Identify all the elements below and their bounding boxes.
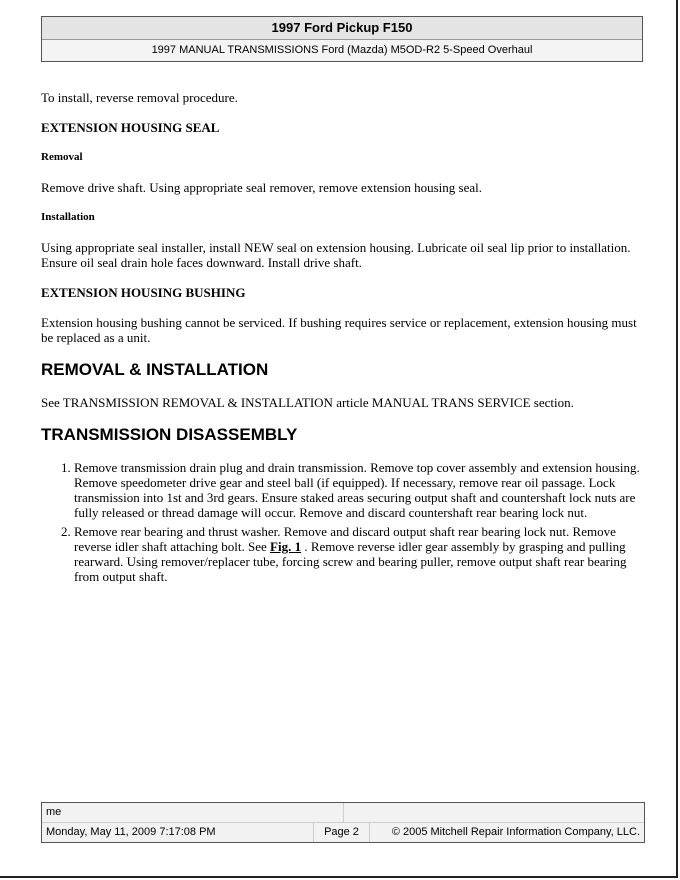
removal-text: Remove drive shaft. Using appropriate seal remover, remove extension housing seal. [41,180,482,195]
step-1: 1. Remove transmission drain plug and drain transmission. Remove top cover assembly and extension housing. Remove speedometer drive gear and steel ball (if equipped). If necessary, remove rear oil passage. Lock transmission into 1st and 3rd gears. Ensure staked areas securing output shaft and countershaft lock nuts are fully released or thread damage will occur. Remove and discard countershaft rear bearing lock nut. [74,460,643,520]
page-header [41,16,643,62]
document-title: 1997 Ford Pickup F150 [42,17,642,40]
removal-label: Removal [41,151,83,163]
disassembly-steps [41,460,643,584]
document-subtitle: 1997 MANUAL TRANSMISSIONS Ford (Mazda) M5OD-R2 5-Speed Overhaul [42,40,642,61]
disassembly-heading: TRANSMISSION DISASSEMBLY [41,425,298,444]
seal-heading: EXTENSION HOUSING SEAL [41,120,220,135]
footer-datetime: Monday, May 11, 2009 7:17:08 PM [42,823,314,842]
footer-copyright: © 2005 Mitchell Repair Information Company, LLC. [391,826,640,838]
installation-text: Using appropriate seal installer, install NEW seal on extension housing. Lubricate oil seal lip prior to installation. Ensure oil seal drain hole faces downward. Install drive shaft. [41,240,631,270]
step-2 [74,524,643,584]
fig-1-link[interactable]: Fig. 1 [270,539,302,554]
bushing-heading: EXTENSION HOUSING BUSHING [41,285,246,300]
installation-label: Installation [41,211,95,223]
step-2-text-end: . Remove reverse idler gear assembly by grasping and pulling rearward. Using remover/replacer tube, forcing screw and bearing puller, remove output shaft rear bearing from output shaft. [74,539,627,584]
step-2-text: Remove rear bearing and thrust washer. Remove and discard output shaft rear bearing lock nut. Remove reverse idler shaft attaching bolt. See [74,524,616,554]
intro-text: To install, reverse removal procedure. [41,90,238,105]
bushing-text: Extension housing bushing cannot be serviced. If bushing requires service or replacement, extension housing must be replaced as a unit. [41,315,637,345]
document-body [41,90,643,588]
footer-empty-cell [344,803,644,822]
page-footer [41,802,645,843]
removal-installation-heading: REMOVAL & INSTALLATION [41,360,269,379]
footer-page-number: Page 2 [314,823,370,842]
footer-user: me [42,803,344,822]
removal-installation-text: See TRANSMISSION REMOVAL & INSTALLATION article MANUAL TRANS SERVICE section. [41,395,574,410]
